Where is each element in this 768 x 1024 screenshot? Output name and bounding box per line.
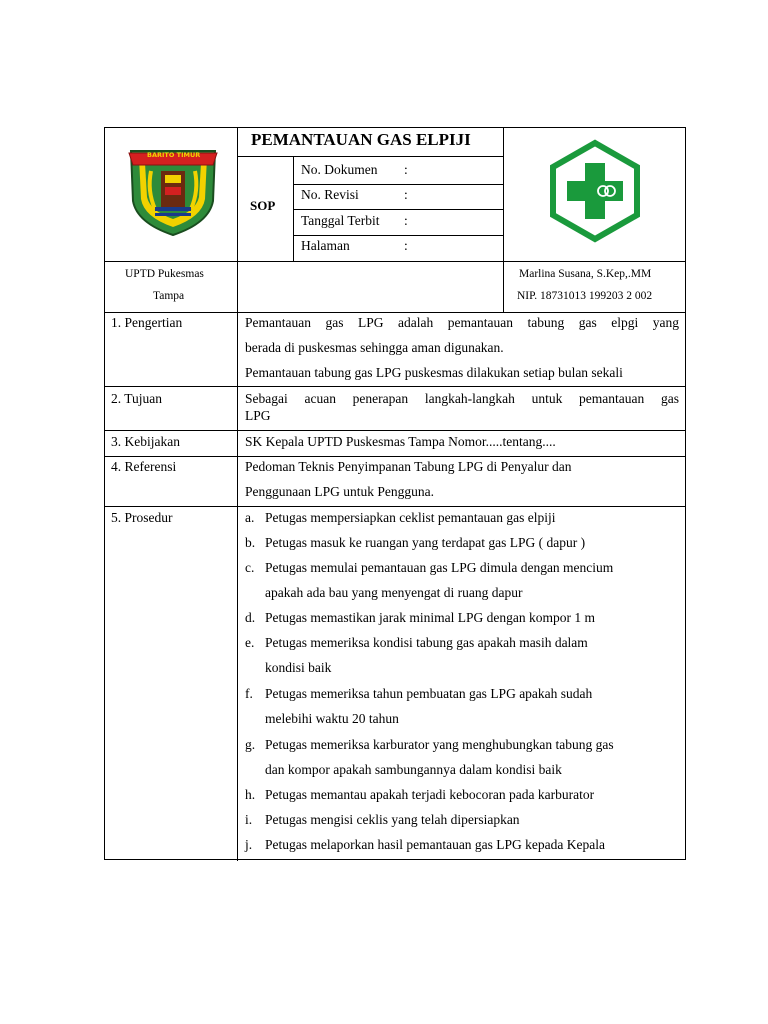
list-marker: b.: [245, 535, 256, 550]
sop-document: [104, 127, 686, 860]
field-separator: :: [404, 238, 408, 253]
field-label-no-dokumen: No. Dokumen: [301, 162, 378, 177]
divider: [105, 386, 685, 387]
section-label-kebijakan: 3. Kebijakan: [111, 434, 180, 449]
org-name-line2: Tampa: [153, 290, 185, 302]
page-title: PEMANTAUAN GAS ELPIJI: [251, 130, 471, 149]
field-label-halaman: Halaman: [301, 238, 350, 253]
divider: [105, 456, 685, 457]
kebijakan-text: SK Kepala UPTD Puskesmas Tampa Nomor.....tentang....: [245, 434, 556, 449]
list-item-text: Petugas memeriksa kondisi tabung gas apakah masih dalam: [265, 635, 588, 650]
section-label-tujuan: 2. Tujuan: [111, 391, 163, 406]
signer-name: Marlina Susana, S.Kep,.MM: [519, 268, 652, 280]
list-marker: e.: [245, 635, 255, 650]
field-label-no-revisi: No. Revisi: [301, 187, 359, 202]
pengertian-text: Pemantauan tabung gas LPG puskesmas dilakukan setiap bulan sekali: [245, 365, 623, 380]
list-item-text: Petugas memulai pemantauan gas LPG dimula dengan mencium: [265, 560, 614, 575]
list-item-text: Petugas memastikan jarak minimal LPG dengan kompor 1 m: [265, 610, 595, 625]
list-item-text: Petugas mengisi ceklis yang telah dipersiapkan: [265, 812, 520, 827]
emblem-banner-text: BARITO TIMUR: [147, 151, 201, 159]
list-marker: j.: [245, 837, 253, 852]
field-label-tanggal-terbit: Tanggal Terbit: [301, 213, 380, 228]
org-name-line1: UPTD Pukesmas: [125, 268, 204, 280]
tujuan-text: Sebagai acuan penerapan langkah-langkah untuk pemantauan gas: [245, 391, 679, 406]
field-separator: :: [404, 213, 408, 228]
field-separator: :: [404, 187, 408, 202]
list-marker: i.: [245, 812, 253, 827]
list-marker: a.: [245, 510, 255, 525]
list-marker: h.: [245, 787, 256, 802]
section-label-pengertian: 1. Pengertian: [111, 315, 183, 330]
list-item-text: kondisi baik: [265, 660, 332, 675]
list-marker: g.: [245, 737, 256, 752]
divider: [237, 128, 238, 861]
field-separator: :: [404, 162, 408, 177]
referensi-text: Pedoman Teknis Penyimpanan Tabung LPG di Penyalur dan: [245, 459, 572, 474]
divider: [105, 506, 685, 507]
divider: [105, 312, 685, 313]
list-marker: c.: [245, 560, 255, 575]
divider: [293, 156, 294, 261]
sop-label: SOP: [250, 198, 276, 213]
list-item-text: Petugas memantau apakah terjadi kebocoran pada karburator: [265, 787, 595, 802]
signer-nip: NIP. 18731013 199203 2 002: [517, 290, 653, 302]
list-item-text: Petugas melaporkan hasil pemantauan gas LPG kepada Kepala: [265, 837, 606, 852]
list-marker: d.: [245, 610, 256, 625]
pengertian-text: Pemantauan gas LPG adalah pemantauan tabung gas elpgi yang: [245, 315, 679, 330]
list-item-text: Petugas masuk ke ruangan yang terdapat gas LPG ( dapur ): [265, 535, 586, 550]
list-marker: f.: [245, 686, 253, 701]
list-item-text: Petugas memeriksa karburator yang menghubungkan tabung gas: [265, 737, 614, 752]
section-label-prosedur: 5. Prosedur: [111, 510, 173, 525]
divider: [503, 128, 504, 312]
list-item-text: Petugas mempersiapkan ceklist pemantauan gas elpiji: [265, 510, 556, 525]
list-item-text: apakah ada bau yang menyengat di ruang dapur: [265, 585, 523, 600]
referensi-text: Penggunaan LPG untuk Pengguna.: [245, 484, 434, 499]
divider: [293, 209, 503, 210]
divider: [237, 156, 503, 157]
divider: [105, 430, 685, 431]
list-item-text: melebihi waktu 20 tahun: [265, 711, 399, 726]
puskesmas-logo: [547, 139, 643, 243]
section-label-referensi: 4. Referensi: [111, 459, 177, 474]
divider: [293, 184, 503, 185]
district-emblem-logo: [125, 141, 221, 237]
divider: [105, 261, 685, 262]
list-item-text: dan kompor apakah sambungannya dalam kondisi baik: [265, 762, 562, 777]
pengertian-text: berada di puskesmas sehingga aman digunakan.: [245, 340, 504, 355]
tujuan-text: LPG: [245, 408, 271, 423]
list-item-text: Petugas memeriksa tahun pembuatan gas LPG apakah sudah: [265, 686, 593, 701]
divider: [293, 235, 503, 236]
